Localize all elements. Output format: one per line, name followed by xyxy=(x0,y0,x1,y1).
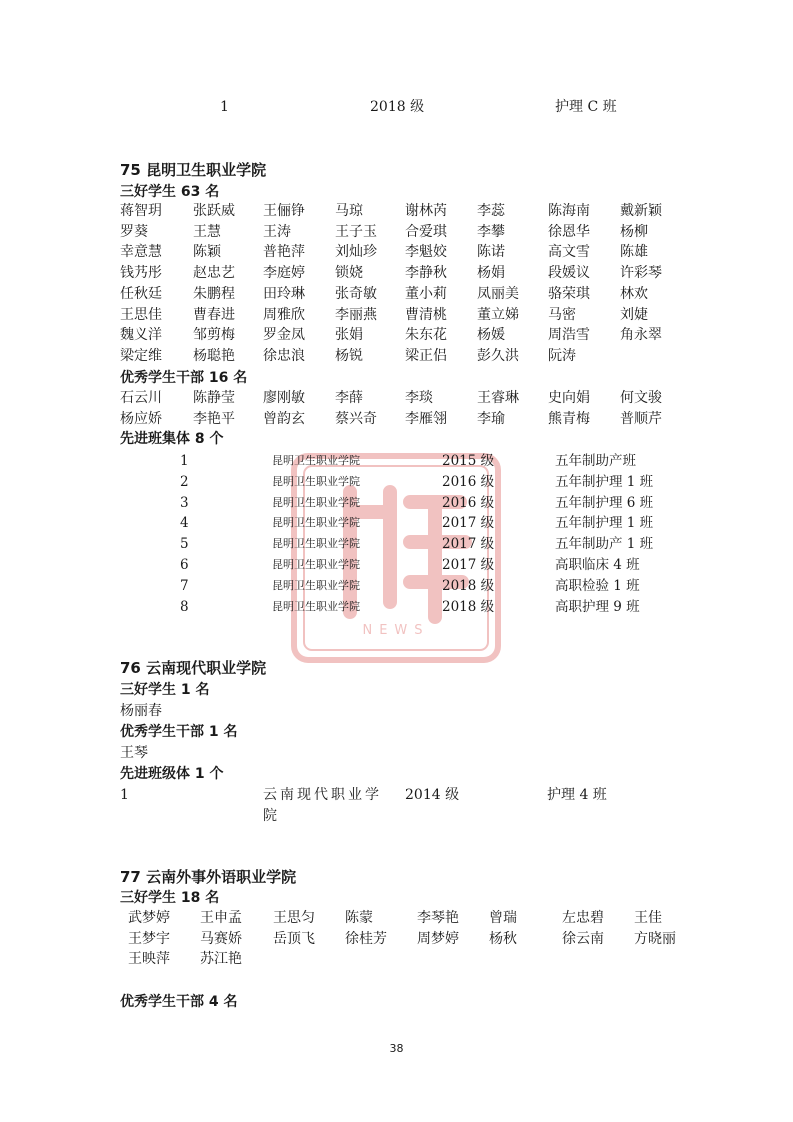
class-name: 高职检验 1 班 xyxy=(555,577,640,594)
student-name: 王佳 xyxy=(634,910,662,926)
class-school: 昆明卫生职业学院 xyxy=(272,578,360,592)
student-name: 李琴艳 xyxy=(417,910,459,926)
student-name: 廖刚敏 xyxy=(263,390,305,406)
student-name: 合爱琪 xyxy=(405,223,447,240)
student-name: 凤丽美 xyxy=(477,285,519,302)
student-name: 锁娆 xyxy=(335,265,363,282)
student-name: 曾韵玄 xyxy=(263,410,305,427)
student-name: 曹春进 xyxy=(193,306,235,323)
student-name: 陈雄 xyxy=(620,244,648,261)
student-name: 曹清桃 xyxy=(405,306,447,323)
student-name: 戴新颖 xyxy=(620,203,662,219)
class-school: 云南现代职业学 xyxy=(263,787,382,803)
class-no: 4 xyxy=(180,515,189,532)
student-name: 陈海南 xyxy=(548,203,590,219)
class-name: 五年制护理 6 班 xyxy=(555,494,654,511)
top-row-grade: 2018 级 xyxy=(370,99,425,115)
student-name: 张娟 xyxy=(335,327,363,344)
class-grade: 2017 级 xyxy=(442,536,495,553)
student-name: 史向娟 xyxy=(548,390,590,406)
student-name: 邹剪梅 xyxy=(193,327,235,344)
top-row-no: 1 xyxy=(220,99,229,115)
student-name: 周雅欣 xyxy=(263,306,305,323)
student-name: 王映萍 xyxy=(128,951,170,967)
student-name: 马琼 xyxy=(335,203,363,219)
class-grade: 2016 级 xyxy=(442,494,495,511)
student-name: 王思佳 xyxy=(120,306,162,323)
student-name: 王俪铮 xyxy=(263,203,305,219)
class-no: 1 xyxy=(180,453,189,469)
class-grade: 2014 级 xyxy=(405,787,460,803)
student-name: 角永翠 xyxy=(620,327,662,344)
student-name: 马密 xyxy=(548,306,576,323)
section-76-cadre-name: 王琴 xyxy=(120,745,148,761)
student-name: 李薛 xyxy=(335,390,363,406)
student-name: 林欢 xyxy=(620,285,648,302)
student-name: 李丽燕 xyxy=(335,306,377,323)
student-name: 杨娟 xyxy=(477,265,505,282)
student-name: 李蕊 xyxy=(477,203,505,219)
student-name: 李雁翎 xyxy=(405,410,447,427)
student-name: 曾瑞 xyxy=(489,910,517,926)
student-name: 普顺芹 xyxy=(620,410,662,427)
student-name: 刘婕 xyxy=(620,306,648,323)
student-name: 何文骏 xyxy=(620,390,662,406)
class-school: 昆明卫生职业学院 xyxy=(272,516,360,530)
student-name: 王慧 xyxy=(193,223,221,240)
section-77-title: 77 云南外事外语职业学院 xyxy=(120,868,297,886)
student-name: 阮涛 xyxy=(548,347,576,364)
class-grade: 2017 级 xyxy=(442,515,495,532)
student-name: 王梦宇 xyxy=(128,930,170,947)
student-name: 杨应娇 xyxy=(120,410,162,427)
student-name: 杨锐 xyxy=(335,347,363,364)
class-name: 高职护理 9 班 xyxy=(555,598,640,615)
section-76-class-school-wrap: 院 xyxy=(263,808,277,824)
student-name: 彭久洪 xyxy=(477,347,519,364)
class-school: 昆明卫生职业学院 xyxy=(272,495,360,509)
section-76-good-students-label: 三好学生 1 名 xyxy=(120,682,210,698)
section-75-title: 75 昆明卫生职业学院 xyxy=(120,161,267,179)
student-name: 王申孟 xyxy=(200,910,242,926)
student-name: 田玲琳 xyxy=(263,285,305,302)
student-name: 杨柳 xyxy=(620,223,648,240)
class-school: 昆明卫生职业学院 xyxy=(272,537,360,551)
student-name: 骆荣琪 xyxy=(548,285,590,302)
top-row-class: 护理 C 班 xyxy=(555,99,617,115)
student-name: 段媛议 xyxy=(548,265,590,282)
student-name: 杨聪艳 xyxy=(193,347,235,364)
student-name: 张跃威 xyxy=(193,203,235,219)
watermark-news-text: NEWS xyxy=(362,623,430,638)
student-name: 张奇敏 xyxy=(335,285,377,302)
student-name: 董立娣 xyxy=(477,306,519,323)
class-school: 昆明卫生职业学院 xyxy=(272,454,360,467)
section-75-class-label: 先进班集体 8 个 xyxy=(120,431,224,447)
section-77-cadre-label: 优秀学生干部 4 名 xyxy=(120,994,238,1010)
student-name: 徐云南 xyxy=(562,930,604,947)
student-name: 朱东花 xyxy=(405,327,447,344)
class-school: 昆明卫生职业学院 xyxy=(272,599,360,613)
student-name: 马赛娇 xyxy=(200,930,242,947)
student-name: 钱艿彤 xyxy=(120,265,162,282)
student-name: 陈诺 xyxy=(477,244,505,261)
student-name: 梁正侣 xyxy=(405,347,447,364)
student-name: 徐桂芳 xyxy=(345,930,387,947)
class-grade: 2018 级 xyxy=(442,598,495,615)
student-name: 徐忠浪 xyxy=(263,347,305,364)
student-name: 熊青梅 xyxy=(548,410,590,427)
student-name: 谢林芮 xyxy=(405,203,447,219)
class-grade: 2016 级 xyxy=(442,473,495,490)
class-name: 五年制护理 1 班 xyxy=(555,473,654,490)
student-name: 李瑜 xyxy=(477,410,505,427)
student-name: 石云川 xyxy=(120,390,162,406)
student-name: 陈颖 xyxy=(193,244,221,261)
student-name: 岳顶飞 xyxy=(273,930,315,947)
class-name: 五年制助产 1 班 xyxy=(555,536,654,553)
student-name: 周梦婷 xyxy=(417,930,459,947)
student-name: 王涛 xyxy=(263,223,291,240)
student-name: 李琰 xyxy=(405,390,433,406)
student-name: 蒋智玥 xyxy=(120,203,162,219)
student-name: 王思匀 xyxy=(273,910,315,926)
student-name: 高文雪 xyxy=(548,244,590,261)
class-no: 6 xyxy=(180,557,189,573)
student-name: 蔡兴奇 xyxy=(335,410,377,427)
section-77-good-students-label: 三好学生 18 名 xyxy=(120,890,220,906)
student-name: 李静秋 xyxy=(405,265,447,282)
student-name: 刘灿珍 xyxy=(335,244,377,261)
student-name: 王子玉 xyxy=(335,223,377,240)
student-name: 董小莉 xyxy=(405,285,447,302)
class-name: 护理 4 班 xyxy=(547,787,607,803)
class-no: 5 xyxy=(180,536,189,553)
class-no: 8 xyxy=(180,598,189,615)
class-grade: 2015 级 xyxy=(442,453,495,469)
student-name: 陈蒙 xyxy=(345,910,373,926)
section-76-cadre-label: 优秀学生干部 1 名 xyxy=(120,724,238,740)
student-name: 徐恩华 xyxy=(548,223,590,240)
student-name: 任秋廷 xyxy=(120,285,162,302)
student-name: 李庭婷 xyxy=(263,265,305,282)
class-grade: 2018 级 xyxy=(442,577,495,594)
section-75-cadre-label: 优秀学生干部 16 名 xyxy=(120,370,248,386)
student-name: 朱鹏程 xyxy=(193,285,235,302)
class-name: 五年制助产班 xyxy=(555,453,636,469)
student-name: 罗金凤 xyxy=(263,327,305,344)
student-name: 许彩琴 xyxy=(620,265,662,282)
student-name: 李艳平 xyxy=(193,410,235,427)
student-name: 李魁姣 xyxy=(405,244,447,261)
student-name: 方晓丽 xyxy=(634,930,676,947)
section-75-good-students-label: 三好学生 63 名 xyxy=(120,184,220,200)
student-name: 李攀 xyxy=(477,223,505,240)
class-no: 2 xyxy=(180,473,189,490)
student-name: 武梦婷 xyxy=(128,910,170,926)
class-school: 昆明卫生职业学院 xyxy=(272,474,360,488)
student-name: 陈静莹 xyxy=(193,390,235,406)
student-name: 周浩雪 xyxy=(548,327,590,344)
page-number: 38 xyxy=(389,1042,404,1055)
class-name: 五年制护理 1 班 xyxy=(555,515,654,532)
student-name: 苏江艳 xyxy=(200,951,242,967)
student-name: 魏义洋 xyxy=(120,327,162,344)
class-no: 3 xyxy=(180,494,189,511)
section-76-title: 76 云南现代职业学院 xyxy=(120,659,267,677)
section-76-good-student-name: 杨丽春 xyxy=(120,703,162,719)
class-no: 7 xyxy=(180,577,189,594)
class-grade: 2017 级 xyxy=(442,557,495,573)
student-name: 赵忠艺 xyxy=(193,265,235,282)
student-name: 幸意慧 xyxy=(120,244,162,261)
student-name: 罗葵 xyxy=(120,223,148,240)
student-name: 王睿琳 xyxy=(477,390,519,406)
student-name: 左忠碧 xyxy=(562,910,604,926)
student-name: 杨媛 xyxy=(477,327,505,344)
class-school: 昆明卫生职业学院 xyxy=(272,558,360,571)
class-name: 高职临床 4 班 xyxy=(555,557,640,573)
section-76-class-label: 先进班级体 1 个 xyxy=(120,766,224,782)
student-name: 普艳萍 xyxy=(263,244,305,261)
student-name: 杨秋 xyxy=(489,930,517,947)
class-no: 1 xyxy=(120,787,129,803)
student-name: 梁定维 xyxy=(120,347,162,364)
